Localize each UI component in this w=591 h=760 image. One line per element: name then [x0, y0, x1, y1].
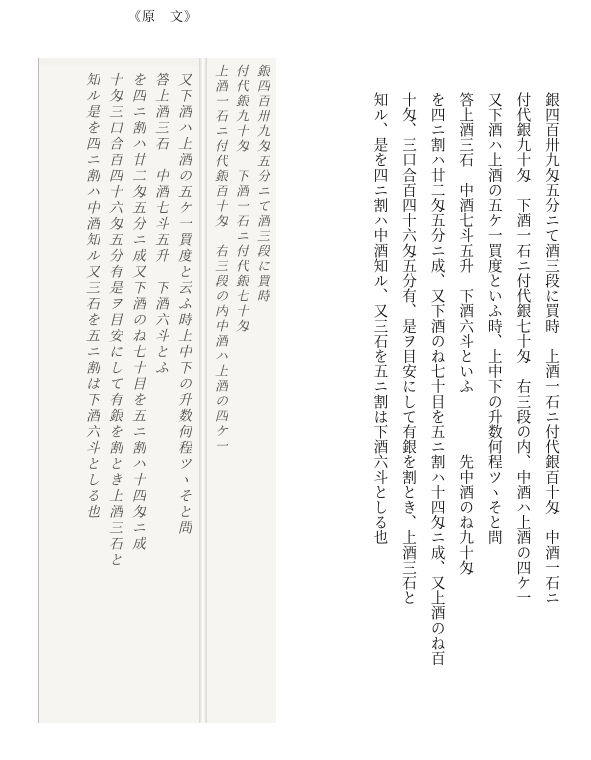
manuscript-right-page: [207, 58, 276, 723]
manuscript-line: 知ル是を四ニ割ハ中酒知ル又三石を五ニ割は下酒六斗としる也: [84, 72, 100, 520]
manuscript-image: [38, 58, 276, 723]
manuscript-line: 銀四百卅九匁五分ニて酒三段に買時: [254, 64, 269, 304]
manuscript-line: 上酒一石ニ付代銀百十匁 右三段の内中酒ハ上酒の四ケ一: [212, 64, 227, 454]
transcription-text: [365, 92, 565, 692]
section-heading: 《原 文》: [128, 10, 199, 25]
manuscript-gutter: [199, 58, 207, 723]
manuscript-line: 答上酒三石 中酒七斗五升 下酒六斗とふ: [153, 72, 169, 376]
manuscript-line: を四ニ割ハ廿二匁五分ニ成又下酒のね七十目を五ニ割ハ十四匁ニ成: [130, 72, 146, 552]
transcription-line: 銀四百卅九匁五分ニて酒三段に買時 上酒一石ニ付代銀百十匁 中酒一石ニ: [543, 92, 560, 606]
manuscript-left-page: [39, 66, 199, 723]
transcription-line: 十匁、三口合百四十六匁五分有、是ヲ目安にして有銀を割とき、上酒三石と: [400, 92, 418, 606]
transcription-line: 又下酒ハ上酒の五ケ一買度といふ時、上中下の升数何程ツヽそと問: [485, 92, 503, 545]
transcription-line: 知ル、是を四ニ割ハ中酒知ル、又三石を五ニ割は下酒六斗としる也: [371, 92, 389, 545]
manuscript-line: 付代銀九十匁 下酒一石ニ付代銀七十匁: [233, 64, 248, 334]
transcription-line: 答上酒三石 中酒七斗五升 下酒六斗といふ 先中酒のね九十匁: [457, 92, 475, 576]
transcription-line: を四ニ割ハ廿二匁五分ニ成、又下酒のね七十目を五ニ割ハ十四匁ニ成、又上酒のね百: [428, 92, 446, 666]
transcription-line: 付代銀九十匁 下酒一石ニ付代銀七十匁 右三段の内、中酒ハ上酒の四ケ一: [514, 92, 532, 606]
manuscript-line: 十匁三口合百四十六匁五分有是ヲ目安にして有銀を割とき上酒三石と: [107, 72, 123, 568]
manuscript-line: 又下酒ハ上酒の五ケ一買度と云ふ時上中下の升数何程ツヽそと問: [176, 72, 192, 536]
